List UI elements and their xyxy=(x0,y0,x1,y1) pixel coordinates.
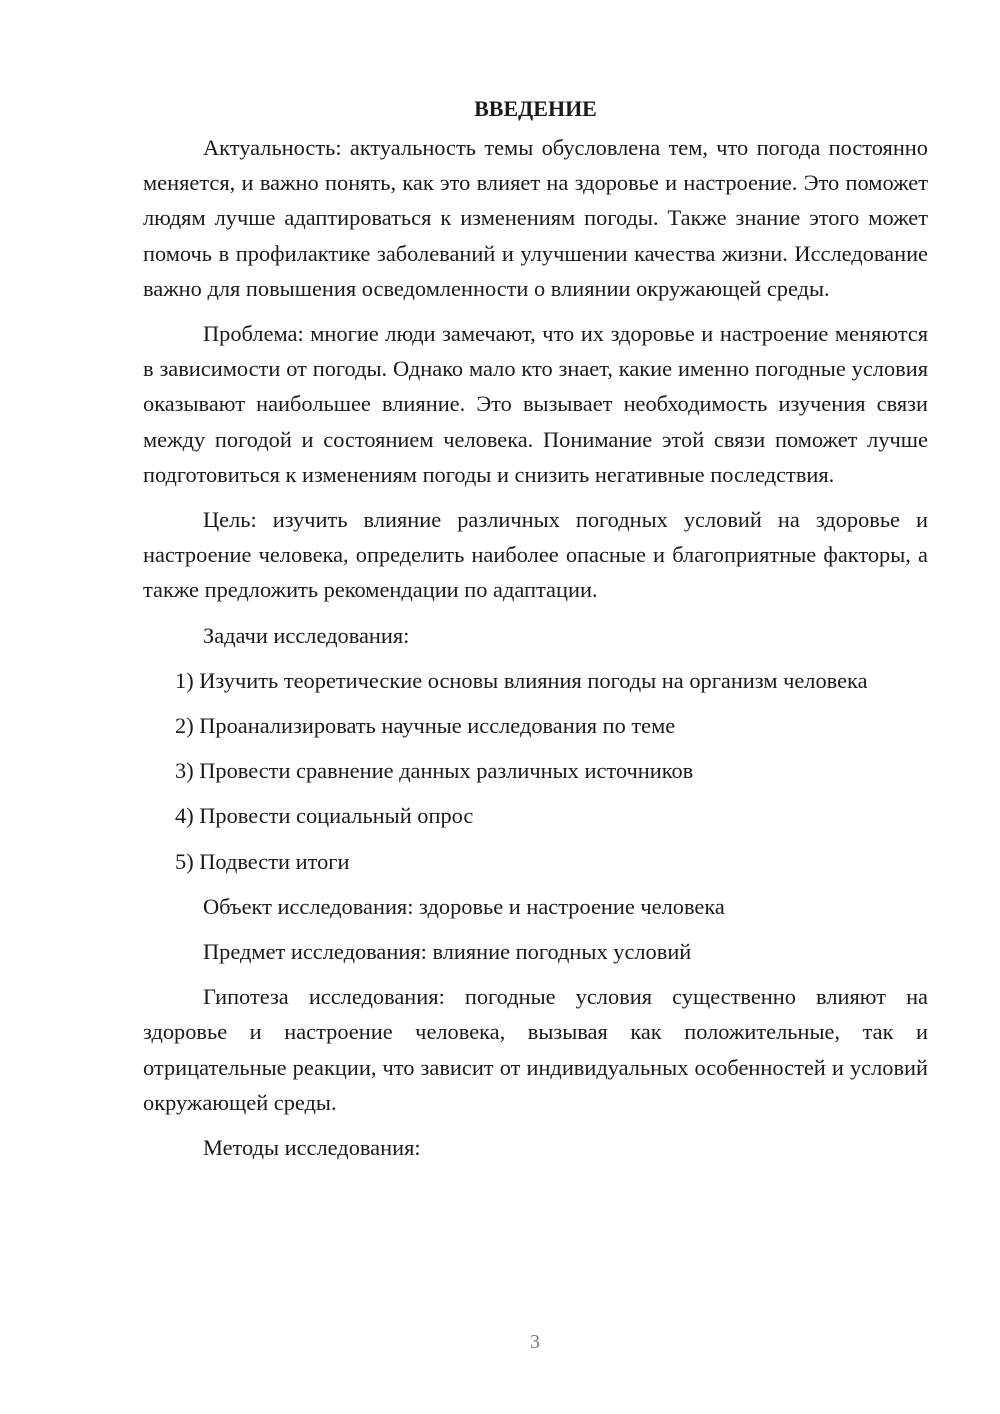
methods-heading: Методы исследования: xyxy=(203,1135,421,1161)
hypothesis-paragraph: Гипотеза исследования: погодные условия существенно влияют на здоровье и настроение человека, вызывая как положительные, так и отрицательные реакции, что зависит от индивидуальных особенностей и условий окружающей среды. xyxy=(143,984,928,1115)
section-title: ВВЕДЕНИЕ xyxy=(474,96,597,121)
document-page xyxy=(143,92,928,1175)
page-number: 3 xyxy=(530,1331,540,1353)
problem-paragraph: Проблема: многие люди замечают, что их здоровье и настроение меняются в зависимости от погоды. Однако мало кто знает, какие именно погодные условия оказывают наибольшее влияние. Это вызывает необходимость изучения связи между погодой и состоянием человека. Понимание этой связи поможет лучше подготовиться к изменениям погоды и снизить негативные последствия. xyxy=(143,321,928,487)
task-item-1: 1) Изучить теоретические основы влияния погоды на организм человека xyxy=(175,667,868,693)
task-item-2: 2) Проанализировать научные исследования по теме xyxy=(175,713,676,739)
goal-paragraph: Цель: изучить влияние различных погодных условий на здоровье и настроение человека, определить наиболее опасные и благоприятные факторы, а также предложить рекомендации по адаптации. xyxy=(143,507,928,603)
tasks-heading: Задачи исследования: xyxy=(203,622,410,648)
research-subject: Предмет исследования: влияние погодных условий xyxy=(203,939,692,965)
research-object: Объект исследования: здоровье и настроение человека xyxy=(203,893,725,919)
task-item-4: 4) Провести социальный опрос xyxy=(175,803,474,829)
task-item-3: 3) Провести сравнение данных различных источников xyxy=(175,758,694,784)
task-item-5: 5) Подвести итоги xyxy=(175,848,350,874)
relevance-paragraph: Актуальность: актуальность темы обусловлена тем, что погода постоянно меняется, и важно понять, как это влияет на здоровье и настроение. Это поможет людям лучше адаптироваться к изменениям погоды. Также знание этого может помочь в профилактике заболеваний и улучшении качества жизни. Исследование важно для повышения осведомленности о влиянии окружающей среды. xyxy=(143,135,928,301)
